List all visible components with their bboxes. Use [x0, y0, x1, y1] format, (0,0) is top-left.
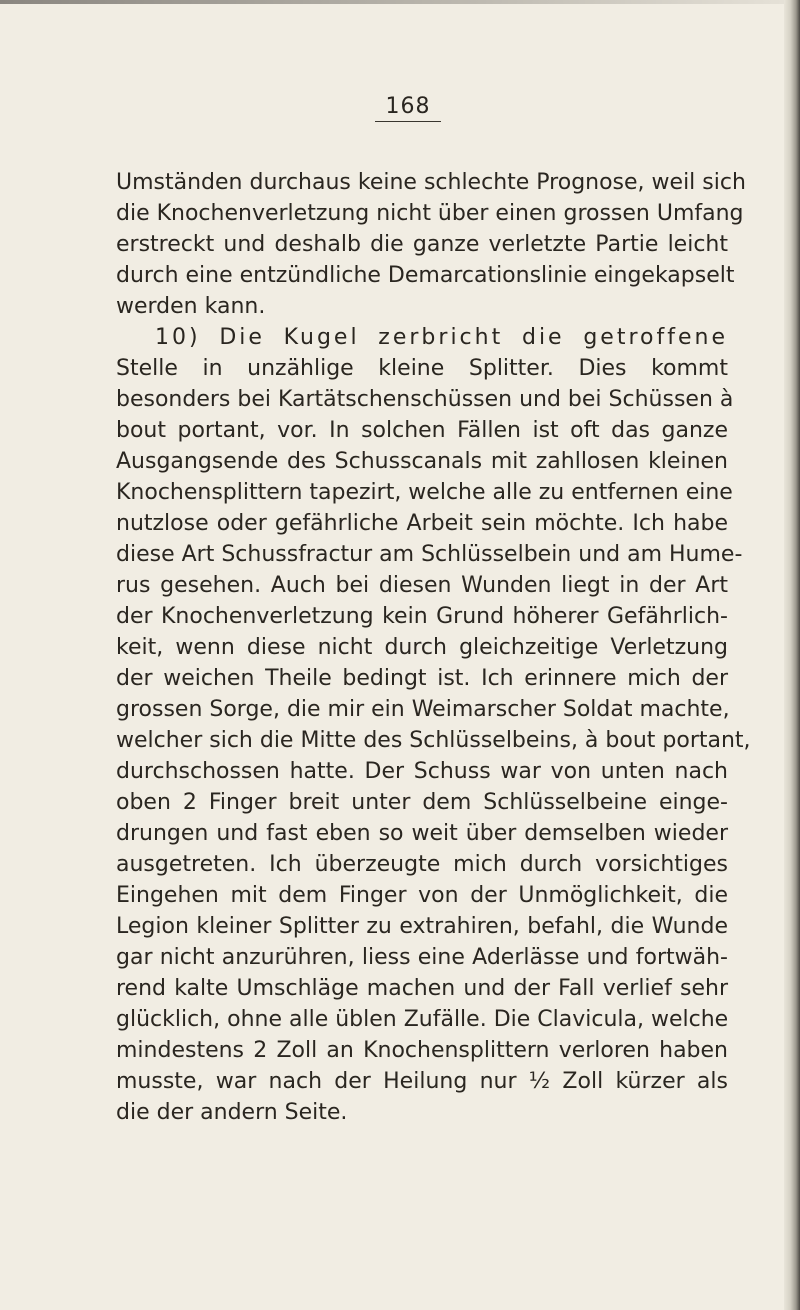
text-line: Eingehen mit dem Finger von der Unmöglichkeit, die	[116, 883, 728, 908]
text-line: musste, war nach der Heilung nur ½ Zoll kürzer als	[116, 1069, 728, 1094]
text-line: rend kalte Umschläge machen und der Fall verlief sehr	[116, 976, 728, 1001]
text-line: durch eine entzündliche Demarcationslinie eingekapselt	[116, 263, 735, 288]
text-line: die der andern Seite.	[116, 1100, 348, 1125]
text-line: Ausgangsende des Schusscanals mit zahllosen kleinen	[116, 449, 728, 474]
text-line: grossen Sorge, die mir ein Weimarscher Soldat machte,	[116, 697, 730, 722]
text-line: Umständen durchaus keine schlechte Prognose, weil sich	[116, 170, 746, 195]
text-line: diese Art Schussfractur am Schlüsselbein und am Hume-	[116, 542, 743, 567]
text-line: mindestens 2 Zoll an Knochensplittern verloren haben	[116, 1038, 728, 1063]
page-binding-edge	[784, 0, 800, 1310]
text-line: 10) Die Kugel zerbricht die getroffene	[155, 325, 728, 350]
text-line: der weichen Theile bedingt ist. Ich erinnere mich der	[116, 666, 728, 691]
text-line: ausgetreten. Ich überzeugte mich durch vorsichtiges	[116, 852, 728, 877]
text-line: die Knochenverletzung nicht über einen grossen Umfang	[116, 201, 744, 226]
text-line: bout portant, vor. In solchen Fällen ist oft das ganze	[116, 418, 728, 443]
text-line: glücklich, ohne alle üblen Zufälle. Die Clavicula, welche	[116, 1007, 729, 1032]
text-line: durchschossen hatte. Der Schuss war von unten nach	[116, 759, 728, 784]
text-line: nutzlose oder gefährliche Arbeit sein möchte. Ich habe	[116, 511, 728, 536]
text-line: Legion kleiner Splitter zu extrahiren, befahl, die Wunde	[116, 914, 728, 939]
text-line: Knochensplittern tapezirt, welche alle zu entfernen eine	[116, 480, 733, 505]
text-line: werden kann.	[116, 294, 266, 319]
text-line: besonders bei Kartätschenschüssen und bei Schüssen à	[116, 387, 734, 412]
text-line: erstreckt und deshalb die ganze verletzte Partie leicht	[116, 232, 728, 257]
text-line: gar nicht anzurühren, liess eine Aderlässe und fortwäh-	[116, 945, 728, 970]
text-line: oben 2 Finger breit unter dem Schlüsselbeine einge-	[116, 790, 728, 815]
text-line: Stelle in unzählige kleine Splitter. Dies kommt	[116, 356, 728, 381]
page-number: 168	[375, 94, 441, 122]
text-line: keit, wenn diese nicht durch gleichzeitige Verletzung	[116, 635, 728, 660]
text-line: rus gesehen. Auch bei diesen Wunden liegt in der Art	[116, 573, 728, 598]
text-line: der Knochenverletzung kein Grund höherer Gefährlich-	[116, 604, 728, 629]
text-line: welcher sich die Mitte des Schlüsselbeins, à bout portant,	[116, 728, 751, 753]
text-line: drungen und fast eben so weit über demselben wieder	[116, 821, 728, 846]
top-edge-shadow	[0, 0, 790, 4]
